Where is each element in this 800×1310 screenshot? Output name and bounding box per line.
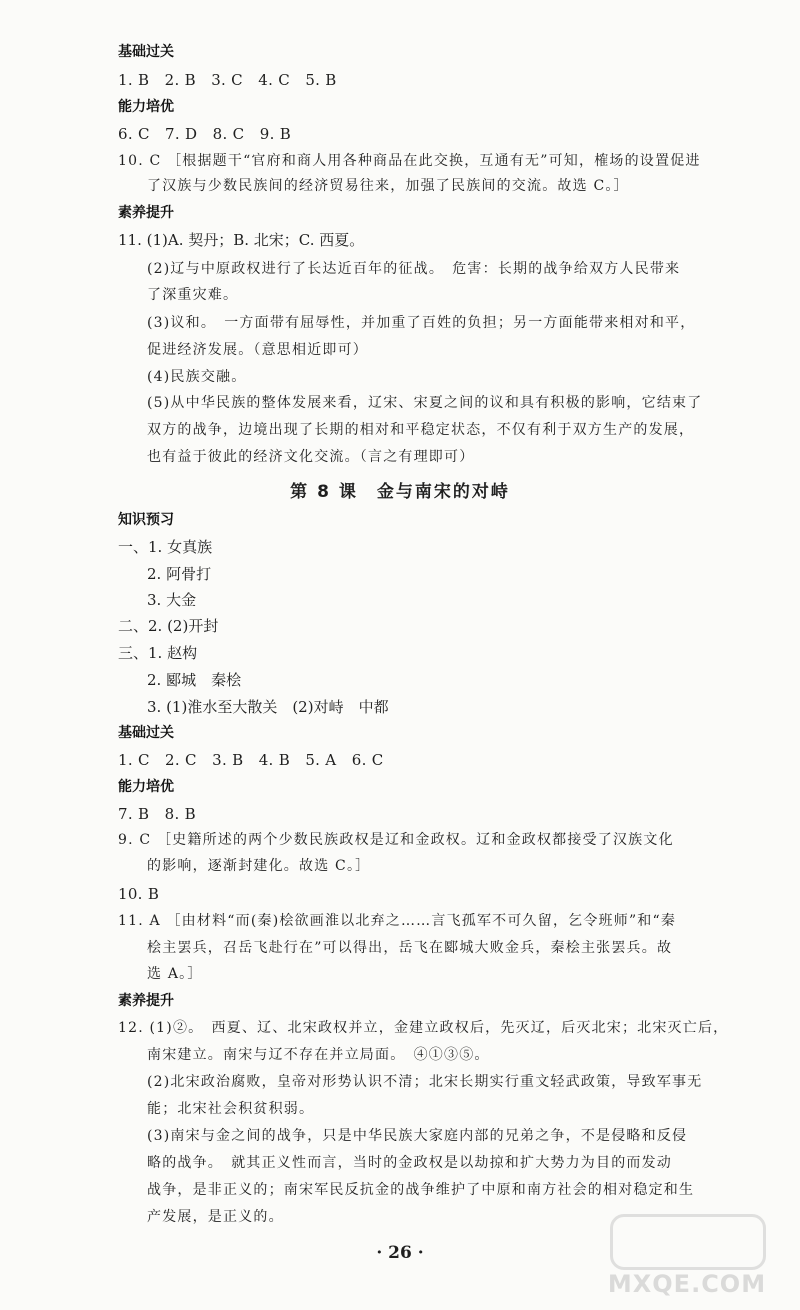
section-heading-preview: 知识预习 [118,512,174,528]
watermark-glyph-icon [610,1214,766,1270]
lesson-title: 第 8 课 金与南宋的对峙 [290,482,510,502]
preview-item: 二、2. (2)开封 [118,617,219,635]
q11-line: 了深重灾难。 [147,287,239,303]
q11-line: 也有益于彼此的经济文化交流。（言之有理即可） [147,449,475,465]
q11-line: (2)辽与中原政权进行了长达近百年的征战。 危害：长期的战争给双方人民带来 [147,261,681,277]
q10-answer: 10. B [118,885,160,903]
section-heading-literacy: 素养提升 [118,205,174,221]
preview-item: 2. 阿骨打 [147,565,212,583]
section-heading-ability: 能力培优 [118,779,174,795]
q11-line: 11. (1)A. 契丹；B. 北宋；C. 西夏。 [118,231,365,249]
preview-item: 一、1. 女真族 [118,538,213,556]
ability-answers-row: 7. B 8. B [118,805,196,823]
q12-line: 12. (1)②。 西夏、辽、北宋政权并立，金建立政权后，先灭辽，后灭北宋；北宋灭亡后， [118,1020,729,1036]
preview-item: 2. 郾城 秦桧 [147,671,242,689]
q11-explanation-line: 桧主罢兵，召岳飞赴行在”可以得出，岳飞在郾城大败金兵，秦桧主张罢兵。故 [147,940,673,956]
q11-line: 双方的战争，边境出现了长期的相对和平稳定状态，不仅有利于双方生产的发展， [147,422,695,438]
q12-line: 南宋建立。南宋与辽不存在并立局面。 ④①③⑤。 [147,1047,490,1063]
ability-answers-row: 6. C 7. D 8. C 9. B [118,125,292,143]
q12-line: 产发展，是正义的。 [147,1209,284,1225]
q9-explanation-line: 的影响，逐渐封建化。故选 C。］ [147,858,371,874]
q9-explanation-line: 9. C ［史籍所述的两个少数民族政权是辽和金政权。辽和金政权都接受了汉族文化 [118,832,674,848]
watermark-text: MXQE.COM [607,1270,767,1298]
q11-explanation-line: 11. A ［由材料“而(秦)桧欲画淮以北弃之……言飞孤军不可久留，乞令班师”和“秦 [118,913,677,929]
preview-item: 3. (1)淮水至大散关 (2)对峙 中都 [147,698,389,716]
q11-line: 促进经济发展。（意思相近即可） [147,342,368,358]
preview-item: 三、1. 赵构 [118,644,198,662]
q12-line: 能；北宋社会积贫积弱。 [147,1101,315,1117]
q12-line: 战争，是非正义的；南宋军民反抗金的战争维护了中原和南方社会的相对稳定和生 [147,1182,695,1198]
section-heading-basic: 基础过关 [118,44,174,60]
q12-line: (2)北宋政治腐败，皇帝对形势认识不清；北宋长期实行重文轻武政策，导致军事无 [147,1074,703,1090]
q12-line: 略的战争。 就其正义性而言，当时的金政权是以劫掠和扩大势力为目的而发动 [147,1155,672,1171]
q11-explanation-line: 选 A。］ [147,966,203,982]
q12-line: (3)南宋与金之间的战争，只是中华民族大家庭内部的兄弟之争，不是侵略和反侵 [147,1128,688,1144]
q10-explanation-line: 了汉族与少数民族间的经济贸易往来，加强了民族间的交流。故选 C。］ [147,178,629,194]
page-number: · 26 · [376,1243,424,1263]
watermark-logo [592,1212,782,1302]
q11-line: (3)议和。 一方面带有屈辱性，并加重了百姓的负担；另一方面能带来相对和平， [147,315,696,331]
basic-answers-row: 1. C 2. C 3. B 4. B 5. A 6. C [118,751,384,769]
section-heading-ability: 能力培优 [118,99,174,115]
preview-item: 3. 大金 [147,591,197,609]
basic-answers-row: 1. B 2. B 3. C 4. C 5. B [118,71,337,89]
q10-explanation-line: 10. C ［根据题干“官府和商人用各种商品在此交换，互通有无”可知，榷场的设置促进 [118,153,701,169]
section-heading-basic: 基础过关 [118,725,174,741]
q11-line: (5)从中华民族的整体发展来看，辽宋、宋夏之间的议和具有积极的影响，它结束了 [147,395,703,411]
q11-line: (4)民族交融。 [147,369,247,385]
section-heading-literacy: 素养提升 [118,993,174,1009]
